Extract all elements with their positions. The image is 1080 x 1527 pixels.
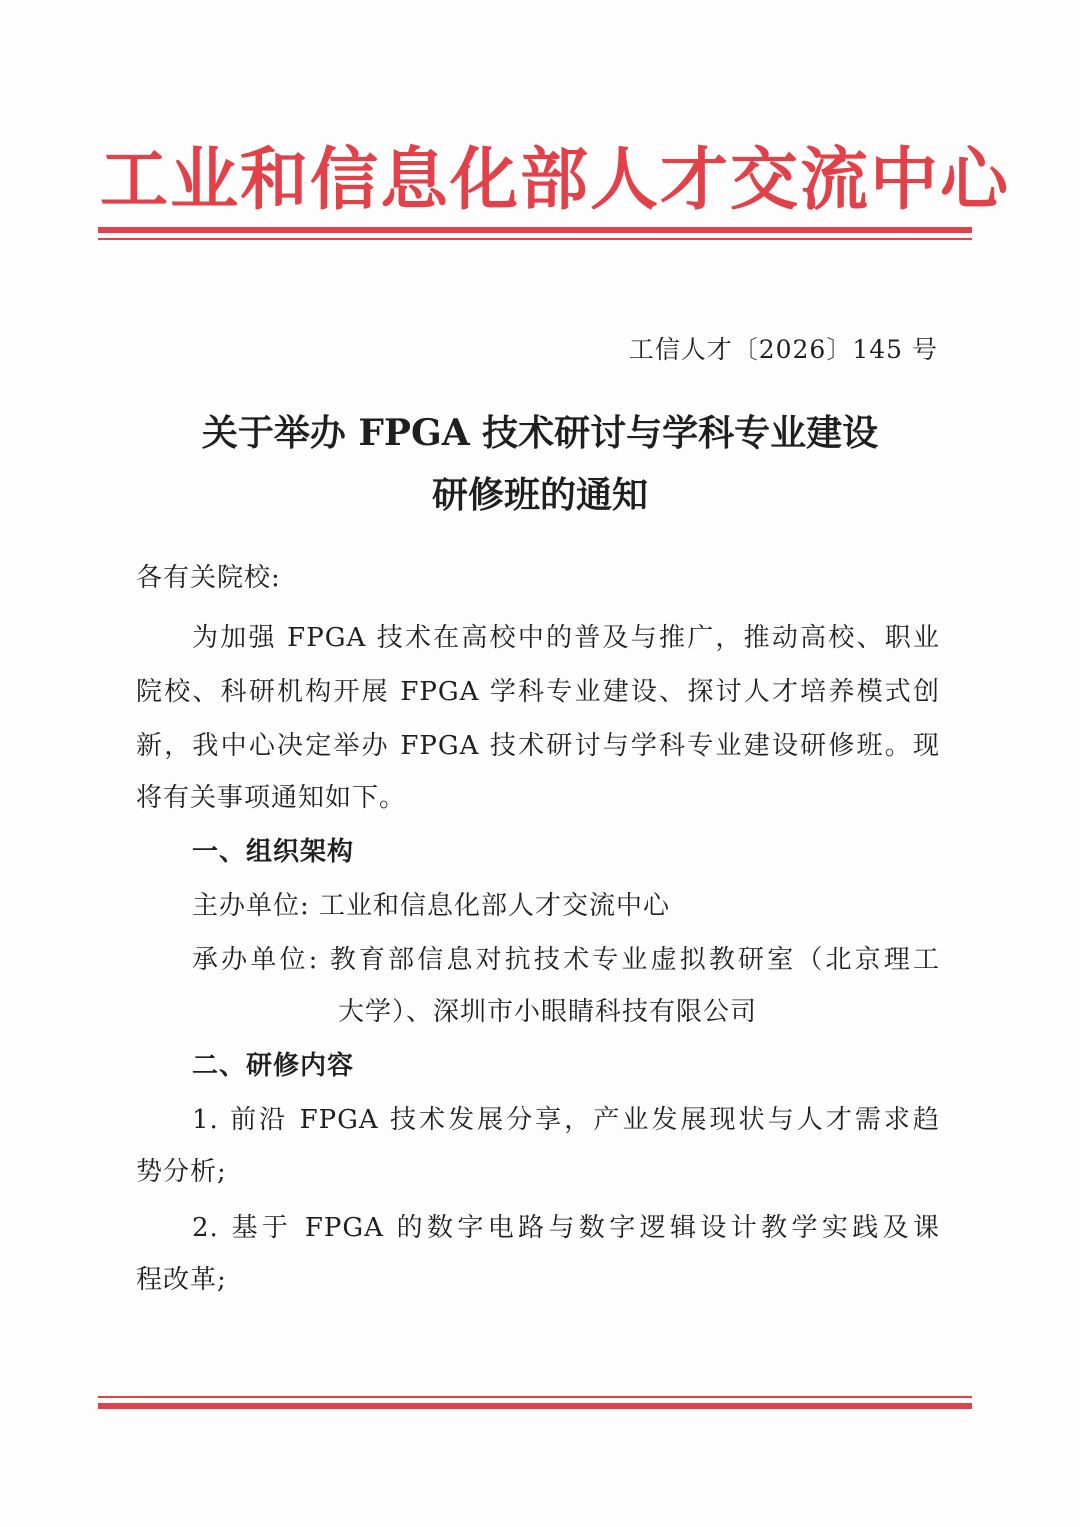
letterhead-red-rule-thin (98, 238, 972, 240)
organizer-unit-line-2: 大学）、深圳市小眼睛科技有限公司 (338, 997, 758, 1027)
footer-red-rule-thick (98, 1403, 972, 1409)
host-unit: 主办单位: 工业和信息化部人才交流中心 (192, 891, 671, 921)
document-number: 工信人才〔2026〕145 号 (628, 335, 938, 364)
content-item-2-line-1: 2. 基于 FPGA 的数字电路与数字逻辑设计教学实践及课 (192, 1213, 940, 1243)
letterhead-red-rule-thick (98, 227, 972, 233)
notice-title-line-2: 研修班的通知 (431, 474, 648, 516)
intro-line-3: 新，我中心决定举办 FPGA 技术研讨与学科专业建设研修班。现 (136, 731, 940, 761)
content-item-1-line-1: 1. 前沿 FPGA 技术发展分享，产业发展现状与人才需求趋 (192, 1105, 940, 1135)
notice-title-line-1: 关于举办 FPGA 技术研讨与学科专业建设 (201, 412, 879, 454)
intro-line-4: 将有关事项通知如下。 (136, 783, 407, 813)
intro-line-1: 为加强 FPGA 技术在高校中的普及与推广，推动高校、职业 (192, 623, 940, 653)
section-heading-content: 二、研修内容 (192, 1051, 355, 1081)
letterhead-title: 工业和信息化部人才交流中心 (100, 140, 1011, 220)
intro-line-2: 院校、科研机构开展 FPGA 学科专业建设、探讨人才培养模式创 (136, 677, 940, 707)
salutation: 各有关院校: (136, 563, 281, 593)
content-item-1-line-2: 势分析; (136, 1157, 227, 1187)
organizer-unit-line-1: 承办单位: 教育部信息对抗技术专业虚拟教研室（北京理工 (192, 945, 940, 975)
section-heading-organization: 一、组织架构 (192, 837, 355, 867)
content-item-2-line-2: 程改革; (136, 1265, 227, 1295)
footer-red-rule-thin (98, 1396, 972, 1398)
